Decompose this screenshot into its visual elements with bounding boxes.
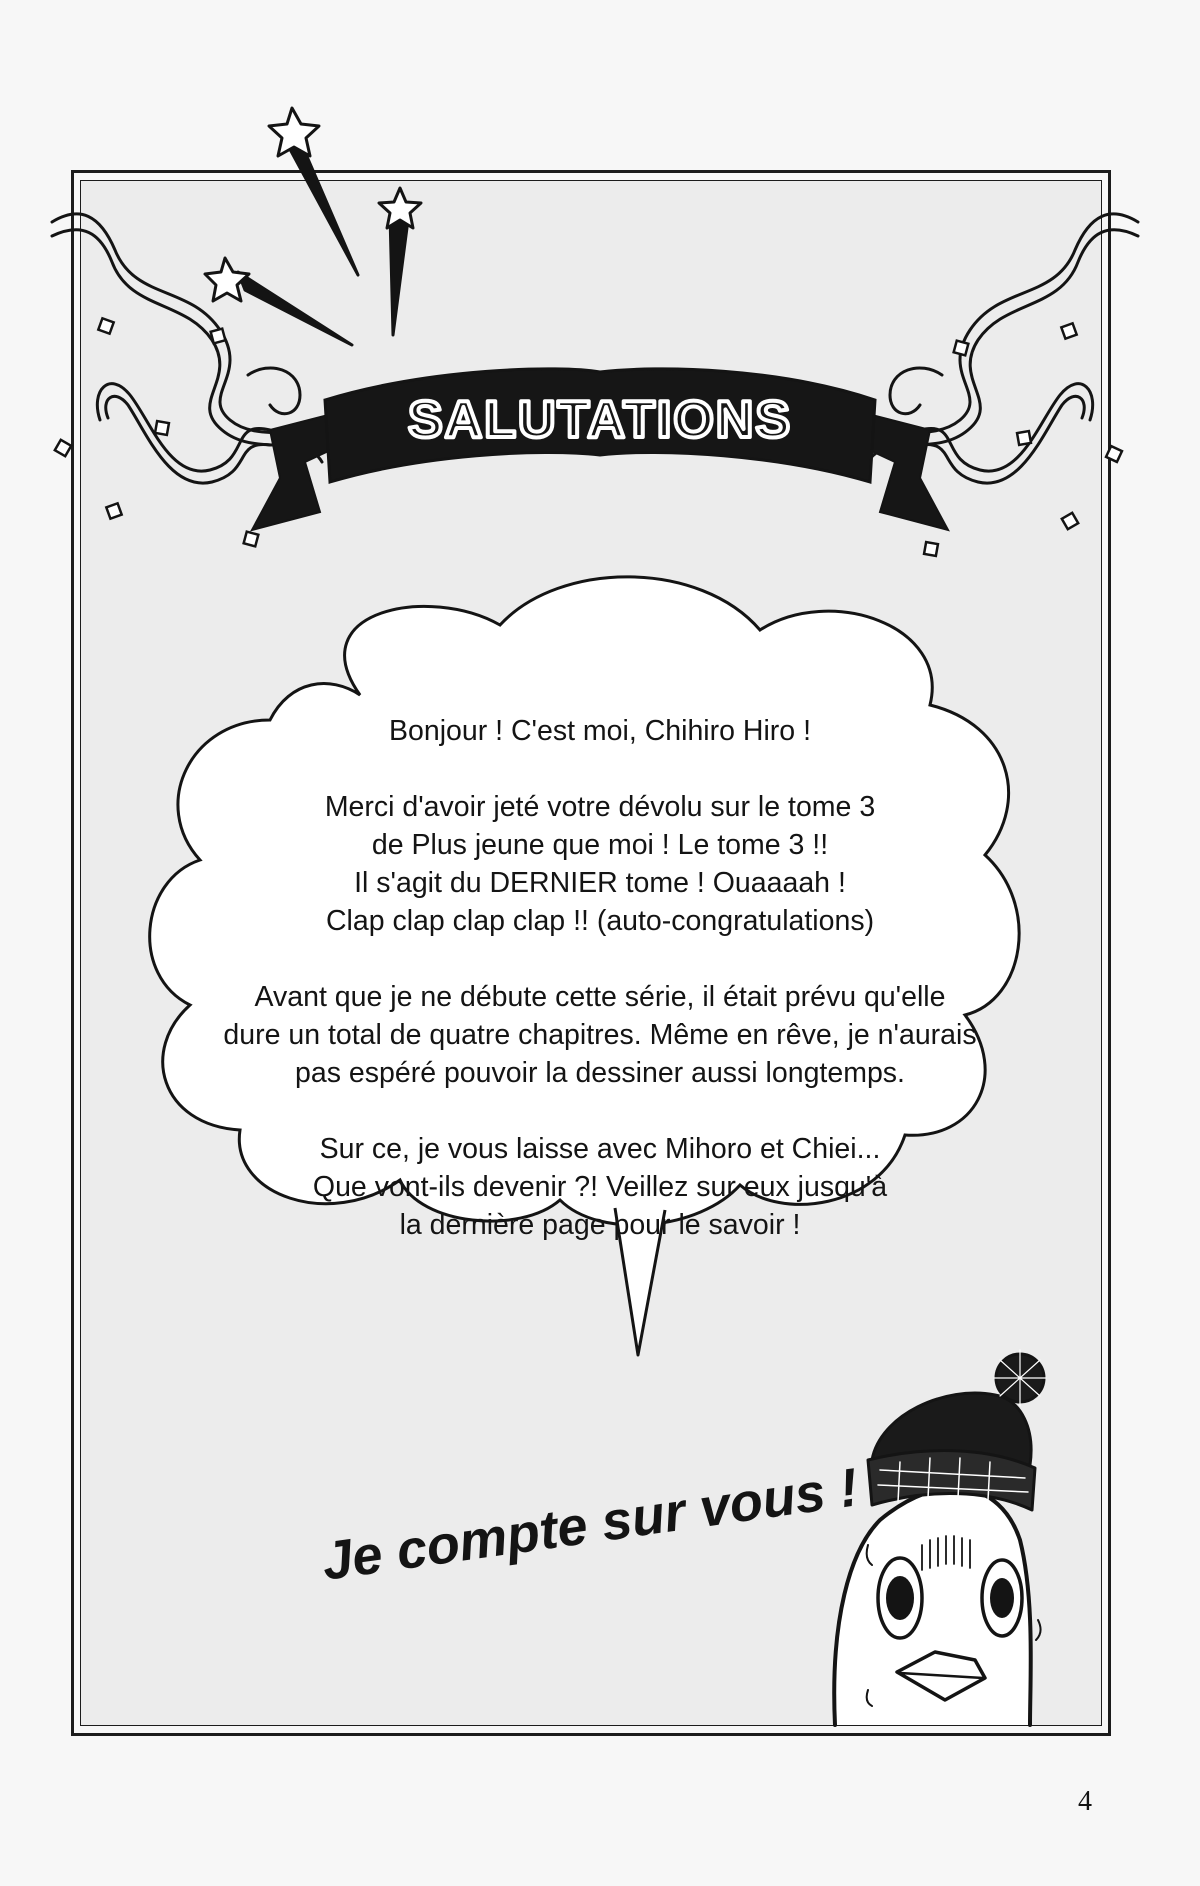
title-banner bbox=[252, 369, 948, 530]
page-number: 4 bbox=[1078, 1786, 1092, 1817]
shooting-star-icon bbox=[379, 188, 421, 335]
paragraph-closing bbox=[160, 1130, 1040, 1244]
handwritten-note: Je compte sur vous ! bbox=[318, 1457, 862, 1592]
text-line: Bonjour ! C'est moi, Chihiro Hiro ! bbox=[388, 715, 811, 747]
text-line: Clap clap clap clap !! (auto-congratulations) bbox=[325, 905, 875, 937]
shooting-star-icon bbox=[205, 258, 352, 345]
text-line: Il s'agit du DERNIER tome ! Ouaaaah ! bbox=[354, 867, 846, 899]
penguin-mascot-icon bbox=[834, 1350, 1046, 1725]
speech-bubble-text bbox=[160, 712, 1040, 1282]
text-line: pas espéré pouvoir la dessiner aussi longtemps. bbox=[295, 1057, 905, 1089]
text-line: la dernière page pour le savoir ! bbox=[399, 1209, 801, 1241]
banner-title: SALUTATIONS bbox=[407, 391, 793, 449]
text-line: Merci d'avoir jeté votre dévolu sur le tome 3 bbox=[324, 791, 876, 823]
paragraph-history bbox=[160, 978, 1040, 1092]
text-line: Sur ce, je vous laisse avec Mihoro et Chiei... bbox=[319, 1133, 881, 1165]
text-line: dure un total de quatre chapitres. Même en rêve, je n'aurais bbox=[223, 1019, 977, 1051]
text-line: de Plus jeune que moi ! Le tome 3 !! bbox=[371, 829, 829, 861]
paragraph-thanks bbox=[160, 788, 1040, 940]
text-line: Que vont-ils devenir ?! Veillez sur eux jusqu'à bbox=[312, 1171, 888, 1203]
shooting-star-icon bbox=[269, 108, 358, 275]
paragraph-greeting bbox=[160, 712, 1040, 750]
text-line: Avant que je ne débute cette série, il était prévu qu'elle bbox=[254, 981, 946, 1013]
